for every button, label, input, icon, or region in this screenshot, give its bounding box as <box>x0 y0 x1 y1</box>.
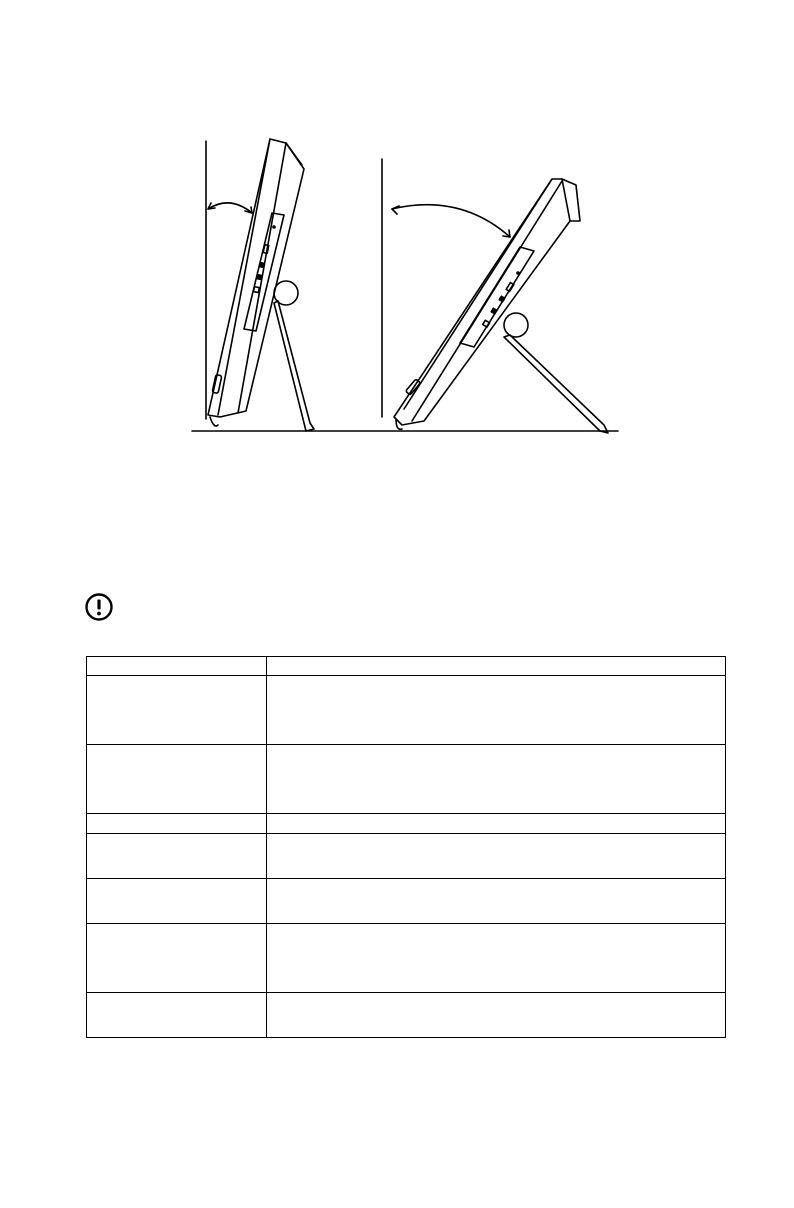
table-row <box>87 745 726 814</box>
right-tilt-arrow <box>392 205 510 237</box>
table-row <box>87 879 726 924</box>
right-stand-hinge <box>504 313 528 337</box>
table-cell <box>87 924 267 993</box>
specification-table <box>86 656 726 1038</box>
table-cell <box>267 993 726 1038</box>
table-cell <box>267 814 726 834</box>
table-cell <box>267 676 726 745</box>
table-cell <box>267 924 726 993</box>
table-cell <box>267 745 726 814</box>
exclamation-circle-icon <box>84 592 114 622</box>
table-row <box>87 676 726 745</box>
right-monitor-illustration <box>382 159 608 433</box>
table-row <box>87 993 726 1038</box>
table-cell <box>87 879 267 924</box>
table-cell <box>87 834 267 879</box>
table-cell <box>87 814 267 834</box>
table-header-cell <box>267 657 726 676</box>
table-cell <box>87 993 267 1038</box>
table-cell <box>267 834 726 879</box>
table-cell <box>87 676 267 745</box>
table-row <box>87 814 726 834</box>
table-header-row <box>87 657 726 676</box>
left-monitor-illustration <box>206 139 314 431</box>
table-header-cell <box>87 657 267 676</box>
table-cell <box>267 879 726 924</box>
table-row <box>87 924 726 993</box>
table-row <box>87 834 726 879</box>
table-cell <box>87 745 267 814</box>
tilt-angle-figure <box>180 125 630 445</box>
